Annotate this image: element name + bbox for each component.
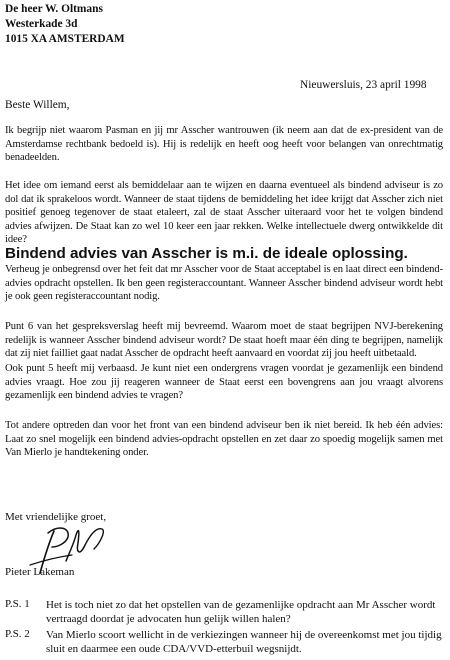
recipient-postal-city: 1015 XA AMSTERDAM (5, 33, 125, 45)
paragraph-6: Tot andere optreden dan voor het front van een bindend adviseur ben ik niet bereid. Ik heb één advies: Laat zo snel mogelijk een bindend advies-opdracht opstellen en zet daar zo spoedig mogelijk samen met Van Mierlo je handtekening onder. (5, 420, 443, 459)
closing: Met vriendelijke groet, (5, 511, 107, 523)
ps1-label: P.S. 1 (5, 598, 30, 610)
paragraph-5: Ook punt 5 heeft mij verbaasd. Je kunt niet een ondergrens vragen voordat je gezamenlijk een bindend advies vraagt. Hoe zou jij reageren wanneer de Staat eerst een bovengrens aan jou vraagt alvorens gezamenlijk een bindend advies te vragen? (5, 363, 443, 402)
paragraph-2: Het idee om iemand eerst als bemiddelaar aan te wijzen en daarna eventueel als bindend adviseur is zo dol dat ik sprakeloos wordt. Wanneer de staat tijdens de bemiddeling het idee krijgt dat Asscher zich niet positief genoeg tegenover de staat etaleert, zal de staat Asscher uiteraard voor het te volgen bindend advies afwijzen. De Staat kan zo wel 10 keer een jaar rekken. Welke intellectuele dwerg ontwikkelde dit idee? (5, 180, 443, 246)
paragraph-4: Punt 6 van het gespreksverslag heeft mij bevreemd. Waarom moet de staat begrijpen NVJ-berekening redelijk is wanneer Asscher bindend adviseur wordt? De staat hoeft maar één ding te begrijpen, namelijk dat zij niet failliet gaat nadat Asscher de opdracht heeft aanvaard en voordat zij jou heeft uitbetaald. (5, 321, 443, 360)
salutation: Beste Willem, (5, 99, 70, 111)
recipient-address (5, 2, 125, 47)
ps1-text: Het is toch niet zo dat het opstellen van de gezamenlijke opdracht aan Mr Asscher wordt vertraagd doordat je advocaten hun gelijk willen halen? (46, 599, 436, 625)
headline: Bindend advies van Asscher is m.i. de ideale oplossing. (5, 245, 408, 262)
signer-name: Pieter Lakeman (5, 566, 75, 578)
place-date: Nieuwersluis, 23 april 1998 (300, 79, 427, 91)
recipient-street: Westerkade 3d (5, 18, 78, 30)
ps2-label: P.S. 2 (5, 628, 30, 640)
ps2-text: Van Mierlo scoort wellicht in de verkiezingen wanneer hij de overeenkomst met jou tijdig sluit en daarmee een oude CDA/VVD-etterbuil wegsnijdt. (46, 629, 442, 655)
paragraph-1: Ik begrijp niet waarom Pasman en jij mr Asscher wantrouwen (ik neem aan dat de ex-president van de Amsterdamse rechtbank bedoeld is). Hij is redelijk en heeft oog heeft voor belangen van onrechtmatig benadeelden. (5, 125, 443, 164)
recipient-name: De heer W. Oltmans (5, 3, 103, 15)
paragraph-3: Verheug je onbegrensd over het feit dat mr Asscher voor de Staat acceptabel is en laat direct een bindend-advies opdracht opstellen. Ik ben geen registeraccountant. Wanneer Asscher bindend adviseur wordt hebt je ook geen registeraccountant nodig. (5, 264, 443, 303)
